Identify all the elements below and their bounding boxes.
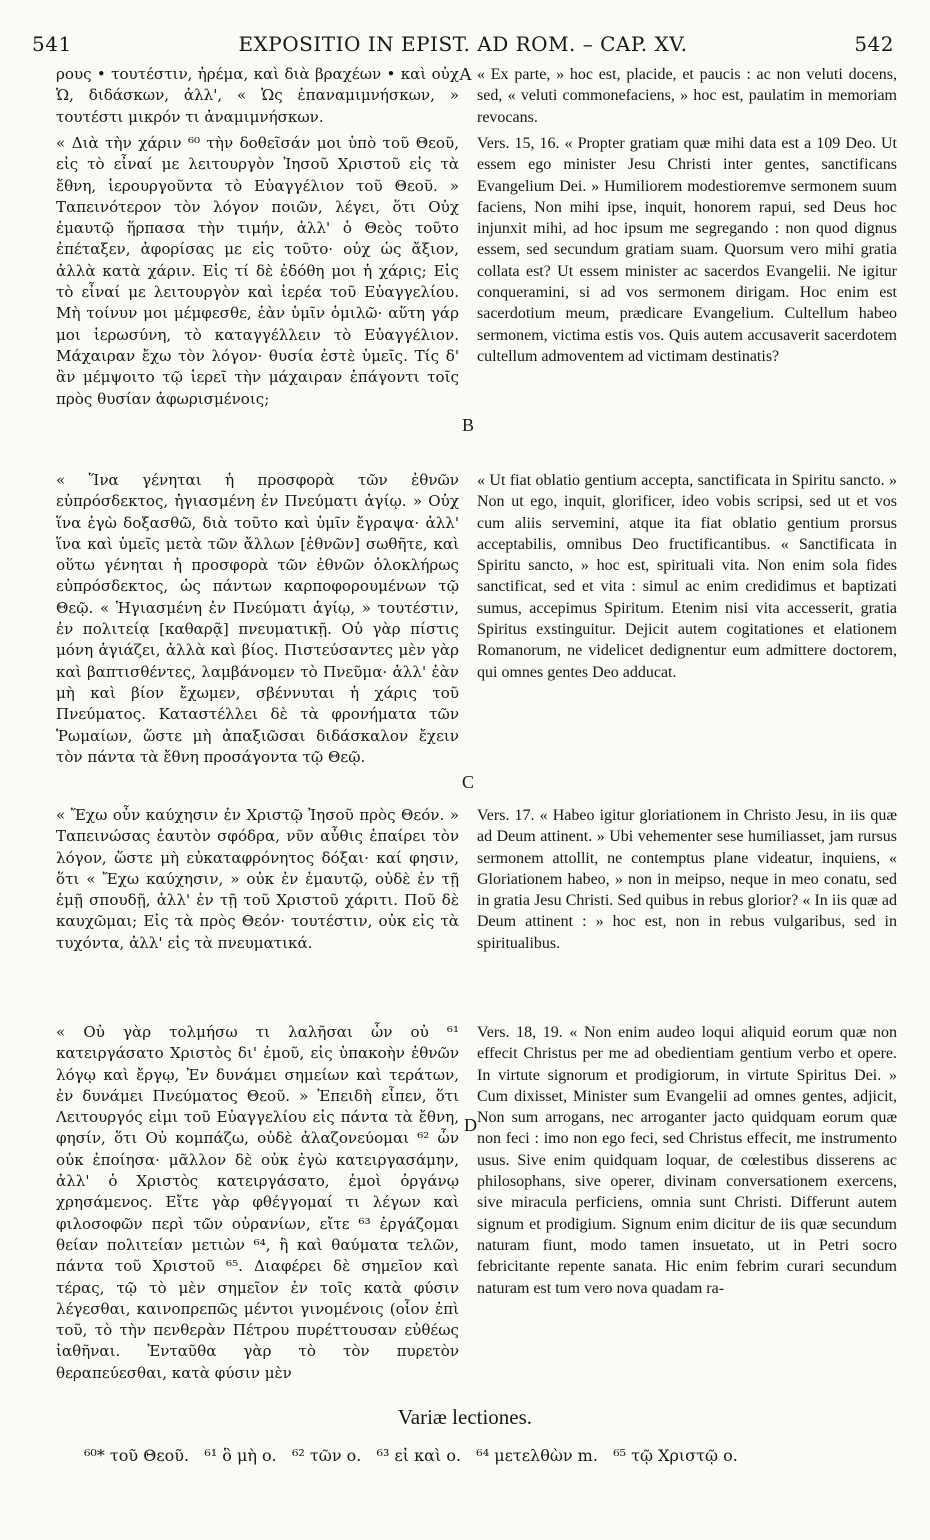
variae-lectiones-notes: ⁶⁰* τοῦ Θεοῦ. ⁶¹ ὃ μὴ ο. ⁶² τῶν ο. ⁶³ εἰ καὶ ο. ⁶⁴ μετελθὼν m. ⁶⁵ τῷ Χριστῷ ο. — [84, 1446, 738, 1465]
latin-para: Vers. 15, 16. « Propter gratiam quæ mihi data est a 109 Deo. Ut essem ego minister Jesu Christi inter gentes, sanctificans Evangelium Dei. » Humiliorem modestioremve sermonem suum faciens, Non mihi ipse, inquit, honorem rapui, sed Deus hoc injunxit mihi, ad hoc ipsum me segregando : non quod dignus essem, sed secundum gratiam suam. Quorsum vero mihi gratia collata est? Ut essem minister ac sacerdos Evangelii. Ne igitur conqueramini, si ad vos sermonem dirigam. Hoc enim est sacerdotium meum, prædicare Evangelium. Cultellum habeo sermonem, victima estis vos. Quis autem accusaverit sacerdotem cultellum admoventem ad victimam destinatis? — [477, 135, 897, 365]
greek-para: ρους • τουτέστιν, ἠρέμα, καὶ διὰ βραχέων • καὶ οὐχ Ὡ, διδάσκων, ἀλλ', « Ὡς ἐπαναμιμνήσκων, » τουτέστι μικρόν τι ἀναμιμνήσκων. — [56, 65, 459, 126]
greek-block-4 — [56, 805, 459, 954]
latin-para: « Ex parte, » hoc est, placide, et paucis : ac non veluti docens, sed, « veluti commonefaciens, » hoc est, paulatim in memoriam revocans. — [477, 66, 897, 126]
latin-block-2 — [477, 133, 897, 367]
running-header — [32, 32, 894, 60]
margin-letter-b: B — [462, 415, 475, 435]
greek-para: « Ἵνα γένηται ἡ προσφορὰ τῶν ἐθνῶν εὐπρόσδεκτος, ἡγιασμένη ἐν Πνεύματι ἁγίῳ. » Οὐχ ἵνα ἐγὼ δοξασθῶ, διὰ τοῦτο καὶ ὑμῖν ἔγραψα· ἀλλ' ἵνα καὶ ὑμεῖς μετὰ τῶν ἄλλων [ἐθνῶν] σωθῆτε, καὶ οὕτω γένηται ἡ προσφορὰ τῶν ἐθνῶν ὁλοκλήρως εὐπρόσδεκτος, ὡς πάντων καρποφορουμένων τῷ Θεῷ. « Ἡγιασμένη ἐν Πνεύματι ἁγίῳ, » τουτέστιν, ἐν πολιτείᾳ [καθαρᾷ] πνευματικῇ. Οὐ γὰρ πίστις μόνη ἁγιάζει, ἀλλὰ καὶ βίος. Πιστεύσαντες μὲν γὰρ καὶ βαπτισθέντες, λαμβάνομεν τὸ Πνεῦμα· ἀλλ' ἐὰν μὴ καὶ βίον ἔχωμεν, σβέννυται ἡ χάρις τοῦ Πνεύματος. Καταστέλλει δὲ τὰ φρονήματα τῶν Ῥωμαίων, ὥστε μὴ ἀπαξιῶσαι διδάσκαλον ἔχειν τὸν πάντα τὰ ἔθνη προσάγοντα τῷ Θεῷ. — [56, 471, 459, 766]
margin-letter-a: A — [459, 64, 472, 84]
greek-block-3 — [56, 470, 459, 768]
page-number-right: 542 — [854, 32, 894, 56]
latin-block-3 — [477, 470, 897, 683]
margin-letter-c: C — [462, 772, 475, 792]
running-title: EXPOSITIO IN EPIST. AD ROM. – CAP. XV. — [238, 32, 688, 56]
latin-para: Vers. 17. « Habeo igitur gloriationem in Christo Jesu, in iis quæ ad Deum attinent. » Ubi vehementer sese humiliasset, jam rursus sermonem attollit, ne contemptus plane videatur, inquiens, « Gloriationem habeo, » non in meipso, neque in meo conatu, sed in gratia Jesu Christi. Sed quibus in rebus glorior? « In iis quæ ad Deum attinent : » hoc est, non in rebus vulgaribus, sed in spiritualibus. — [477, 807, 897, 952]
greek-para: « Ἔχω οὖν καύχησιν ἐν Χριστῷ Ἰησοῦ πρὸς Θεόν. » Ταπεινώσας ἑαυτὸν σφόδρα, νῦν αὖθις ἐπαίρει τὸν λόγον, ὥστε μὴ εὐκαταφρόνητος δόξαι· καί φησιν, ὅτι « Ἔχω καύχησιν, » οὐκ ἐν ἐμαυτῷ, οὐδὲ ἐν τῇ ἐμῇ σπουδῇ, ἀλλ' ἐν τῇ τοῦ Χριστοῦ χάριτι. Ποῦ δὲ καυχῶμαι; Εἰς τὰ πρὸς Θεόν· τουτέστιν, οὐκ εἰς τὰ τυχόντα, ἀλλ' εἰς τὰ πνευματικά. — [56, 806, 459, 952]
greek-para: « Οὐ γὰρ τολμήσω τι λαλῆσαι ὧν οὐ ⁶¹ κατειργάσατο Χριστὸς δι' ἐμοῦ, εἰς ὑπακοὴν ἐθνῶν λόγῳ καὶ ἔργῳ, Ἐν δυνάμει σημείων καὶ τεράτων, ἐν δυνάμει Πνεύματος Θεοῦ. » Ἐπειδὴ εἶπεν, ὅτι Λειτουργός εἰμι τοῦ Εὐαγγελίου εἰς πάντα τὰ ἔθνη, φησίν, ὅτι Οὐ κομπάζω, οὐδὲ ἀλαζονεύομαι ⁶² ὧν οὐκ ἐποίησα· μᾶλλον δὲ οὐκ ἐγὼ κατειργασάμην, ἀλλ' ὁ Χριστὸς κατειργάσατο, ἐμοὶ ὀργάνῳ χρησάμενος. Εἴτε γὰρ φθέγγομαί τι λέγων καὶ φιλοσοφῶν περὶ τῶν οὐρανίων, εἴτε ⁶³ ἐργάζομαι θείαν πολιτείαν μετιὼν ⁶⁴, ἢ καὶ θαύματα τελῶν, πάντα τοῦ Χριστοῦ ⁶⁵. Διαφέρει δὲ σημεῖον καὶ τέρας, τῷ τὸ μὲν σημεῖον ἐν τοῖς κατὰ φύσιν λέγεσθαι, καινοπρεπῶς μέντοι γινομένοις (οἷον ἐπὶ τοῦ, τὸ τὴν πενθερὰν Πέτρου πυρέττουσαν εὐθέως ἰαθῆναι. Ἐνταῦθα γὰρ τὸ τὸν πυρετὸν θεραπεύεσθαι, κατὰ φύσιν μὲν — [56, 1023, 459, 1382]
margin-letter-d: D — [464, 1115, 477, 1135]
greek-para: « Διὰ τὴν χάριν ⁶⁰ τὴν δοθεῖσάν μοι ὑπὸ τοῦ Θεοῦ, εἰς τὸ εἶναί με λειτουργὸν Ἰησοῦ Χριστοῦ εἰς τὰ ἔθνη, ἱερουργοῦντα τὸ Εὐαγγέλιον τοῦ Θεοῦ. » Ταπεινότερον τὸν λόγον ποιῶν, λέγει, ὅτι Οὐχ ἐμαυτῷ ἥρπασα τὴν τιμήν, ἀλλ' ὁ Θεὸς τοῦτο ἐπέταξεν, ἀφορίσας με εἰς τοῦτο· οὐχ ὡς ἄξιον, ἀλλὰ κατὰ χάριν. Εἰς τί δὲ ἐδόθη μοι ἡ χάρις; Εἰς τὸ εἶναί με λειτουργὸν καὶ ἱερέα τοῦ Εὐαγγελίου. Μὴ τοίνυν μοι μέμφεσθε, ἐὰν ὑμῖν ὁμιλῶ· αὕτη γάρ μοι ἱερωσύνη, τὸ καταγγέλλειν τὸ Εὐαγγέλιον. Μάχαιραν ἔχω τὸν λόγον· θυσία ἐστὲ ὑμεῖς. Τίς δ' ἂν μέμψοιτο τῷ ἱερεῖ τὴν μάχαιραν ἐπάγοντι τοῖς πρὸς θυσίαν ἀφωρισμένοις; — [56, 134, 459, 408]
latin-block-5 — [477, 1022, 897, 1299]
latin-para: Vers. 18, 19. « Non enim audeo loqui aliquid eorum quæ non effecit Christus per me ad obedientiam gentium verbo et opere. In virtute signorum et prodigiorum, in virtute Spiritus Dei. » Cum dixisset, Minister sum Evangelii ad omnes gentes, adjicit, Non sum arrogans, nec arroganter jacto quidquam eorum quæ non feci : imo non ego feci, sed Christus effecit, me instrumento usus. Sive enim quidquam loquar, de cœlestibus disserens ac philosophans, sive operer, divinam conversationem exercens, sive miracula perficiens, omnia sunt Christi. Differunt autem signum et prodigium. Signum enim dicitur de iis quæ secundum naturam fiunt, modo tamen insuetato, ut in Petri socro febricitante repente sanata. Hic enim febrim curari secundum naturam est tum vero nova quadam ra- — [477, 1024, 897, 1297]
variae-lectiones-heading: Variæ lectiones. — [397, 1405, 533, 1429]
latin-block-4 — [477, 805, 897, 954]
latin-block-1 — [477, 64, 897, 128]
greek-block-1 — [56, 64, 459, 128]
greek-block-5 — [56, 1022, 459, 1384]
page-number-left: 541 — [32, 32, 72, 56]
greek-block-2 — [56, 133, 459, 410]
latin-para: « Ut fiat oblatio gentium accepta, sanctificata in Spiritu sancto. » Non ut ego, inquit, glorificer, ideo vobis scripsi, sed ut et vos cum aliis servemini, atque ita fiat oblatio gentium prorsus acceptabilis, omnibus Deo fructificantibus. « Sanctificata in Spiritu sancto, » hoc est, spirituali vita. Non enim sola fides sanctificat, sed et vita : simul ac enim credidimus et baptizati sumus, accepimus Spiritum. Etenim nisi vita accesserit, gratia Spiritus exstinguitur. Dejicit autem cogitationes et elationem Romanorum, ne videlicet dedignentur eum admittere doctorem, qui omnes gentes Deo adducat. — [477, 472, 897, 681]
